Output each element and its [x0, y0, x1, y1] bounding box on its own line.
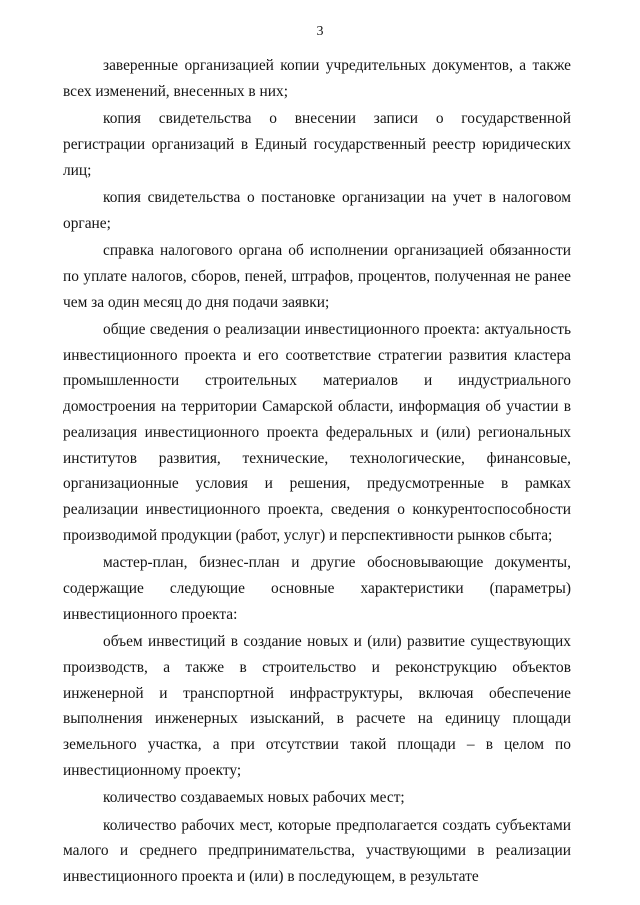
paragraph-sme-jobs: количество рабочих мест, которые предполагается создать субъектами малого и среднего предпринимательства, участвующими в реализации инвестиционного проекта и (или) в последующем, в результате — [63, 816, 571, 885]
paragraph-registration-certificate: копия свидетельства о внесении записи о государственной регистрации организаций в Единый государственный реестр юридических лиц; — [63, 110, 571, 179]
paragraph-project-general-info: общие сведения о реализации инвестиционного проекта: актуальность инвестиционного проекта и его соответствие стратегии развития кластера промышленности строительных материалов и индустриального домостроения на территории Самарской области, информация об участии в реализация инвестиционного проекта федеральных и (или) региональных институтов развития, технические, технологические, финансовые, организационные условия и решения, предусмотренные в рамках реализации инвестиционного проекта, сведения о конкурентоспособности производимой продукции (работ, услуг) и перспективности рынков сбыта; — [63, 320, 571, 544]
paragraph-investment-volume: объем инвестиций в создание новых и (или) развитие существующих производств, а также в строительство и реконструкцию объектов инженерной и транспортной инфраструктуры, включая обеспечение выполнения инженерных изысканий, в расчете на единицу площади земельного участка, а при отсутствии такой площади – в целом по инвестиционному проекту; — [63, 633, 571, 779]
document-body — [63, 53, 571, 891]
paragraph-founding-documents: заверенные организацией копии учредительных документов, а также всех изменений, внесенных в них; — [63, 57, 571, 100]
page-number: 3 — [316, 24, 324, 39]
paragraph-tax-registration-certificate: копия свидетельства о постановке организации на учет в налоговом органе; — [63, 188, 571, 232]
paragraph-tax-certificate: справка налогового органа об исполнении организацией обязанности по уплате налогов, сборов, пеней, штрафов, процентов, полученная не ранее чем за один месяц до дня подачи заявки; — [63, 242, 571, 311]
paragraph-new-jobs: количество создаваемых новых рабочих мест; — [103, 789, 405, 807]
paragraph-master-plan: мастер-план, бизнес-план и другие обосновывающие документы, содержащие следующие основные характеристики (параметры) инвестиционного проекта: — [63, 554, 571, 623]
